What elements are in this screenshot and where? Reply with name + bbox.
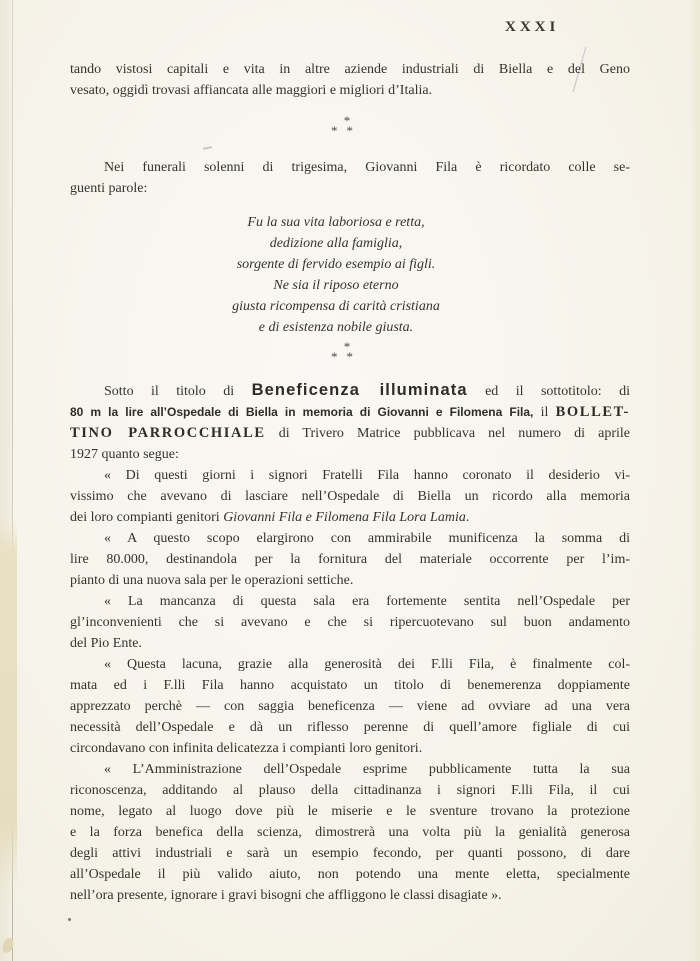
quote-paragraph-amministrazione <box>70 759 630 906</box>
asterisk-icon: * <box>343 339 351 354</box>
text-line <box>70 507 630 528</box>
text-line: 1927 quanto segue: <box>70 447 179 462</box>
text-line: Ne sia il riposo eterno <box>273 278 399 293</box>
bollettino-intro-paragraph <box>70 380 630 465</box>
page-number: XXXI <box>505 19 560 35</box>
text-line: guenti parole: <box>70 181 148 196</box>
text-line: vesato, oggidì trovasi affiancata alle maggiori e migliori d’Italia. <box>70 83 433 98</box>
memorial-verse <box>56 212 616 338</box>
text-line: dedizione alla famiglia, <box>269 236 403 251</box>
text-line: lire 80.000, destinandola per la fornitura del materiale occorrente per l’im- <box>70 552 630 567</box>
text-line: Nei funerali solenni di trigesima, Giovanni Fila è ricordato colle se- <box>104 160 630 175</box>
asterism-icon <box>322 339 362 364</box>
text-line: degli attivi industriali e sarà un esempio fecondo, per quanti possono, di dare <box>70 846 630 861</box>
text-line: necessità dell’Ospedale e dà un riflesso perenne di quell’amore figliale di cui <box>70 720 630 735</box>
asterisk-icon: * <box>331 123 347 138</box>
text-line: vissimo che avevano di lasciare nell’Ospedale di Biella un ricordo alla memoria <box>70 489 630 504</box>
text-line: gl’inconvenienti che si avevano e che si ripercuotevano sul buon andamento <box>70 615 630 630</box>
quote-paragraph-lacuna <box>70 654 630 759</box>
text-line: « Questa lacuna, grazie alla generosità dei F.lli Fila, è finalmente col- <box>104 657 630 672</box>
asterism-divider-2 <box>70 339 630 364</box>
smallcaps-text: BOLLET- <box>555 404 630 420</box>
text-line: riconoscenza, additando al plauso della cittadinanza i signori F.lli Fila, il cui <box>70 783 630 798</box>
asterisk-icon: * <box>346 349 362 364</box>
italic-names-text: Giovanni Fila e Filomena Fila Lora Lamia <box>223 510 466 525</box>
text-line: « La mancanza di questa sala era fortemente sentita nell’Ospedale per <box>104 594 630 609</box>
asterism-divider-1 <box>70 113 630 138</box>
text-segment: ed il sottotitolo: di <box>467 384 630 399</box>
asterisk-icon: * <box>346 123 362 138</box>
bold-subtitle-text: 80 m la lire all’Ospedale di Biella in memoria di Giovanni e Filomena Fila, <box>70 405 534 419</box>
smallcaps-text: TINO PARROCCHIALE <box>70 425 266 441</box>
text-segment: di Trivero Matrice pubblicava nel numero di aprile <box>265 426 630 441</box>
asterisk-icon: * <box>331 349 347 364</box>
text-line: tando vistosi capitali e vita in altre aziende industriali di Biella e del Geno <box>70 62 630 77</box>
text-line: mata ed i F.lli Fila hanno acquistato un titolo di benemerenza doppiamente <box>70 678 630 693</box>
text-line: e di esistenza nobile giusta. <box>258 320 414 335</box>
text-line: all’Ospedale il più valido aiuto, non potendo una mente eletta, specialmente <box>70 867 630 882</box>
text-segment: dei loro compianti genitori <box>70 510 224 525</box>
quote-paragraph-scopo <box>70 528 630 591</box>
asterisk-icon: * <box>343 113 351 128</box>
text-line: del Pio Ente. <box>70 636 142 651</box>
text-line: giusta ricompensa di carità cristiana <box>232 299 440 314</box>
page-right-edge <box>690 0 700 961</box>
text-line: « Di questi giorni i signori Fratelli Fila hanno coronato il desiderio vi- <box>104 468 630 483</box>
quote-paragraph-fratelli <box>70 465 630 528</box>
text-segment: . <box>465 510 470 525</box>
funeral-paragraph <box>70 157 630 199</box>
text-segment: il <box>533 405 556 420</box>
asterism-icon <box>322 113 362 138</box>
text-line: « L’Amministrazione dell’Ospedale esprime pubblicamente tutta la sua <box>104 762 630 777</box>
bollettino-section <box>70 380 630 906</box>
text-line <box>70 380 630 402</box>
text-line <box>70 402 630 423</box>
opening-paragraph <box>70 59 630 101</box>
text-line: apprezzato perchè — con saggia beneficenza — viene ad ovviare ad una vera <box>70 699 630 714</box>
text-line: sorgente di fervido esempio ai figli. <box>236 257 436 272</box>
text-line: Fu la sua vita laboriosa e retta, <box>247 215 425 230</box>
left-edge-tan-patch <box>0 520 17 888</box>
text-line: nell’ora presente, ignorare i gravi bisogni che affliggono le classi disagiate ». <box>70 888 502 903</box>
text-line: « A questo scopo elargirono con ammirabile munificenza la somma di <box>104 531 630 546</box>
bold-title-text: Beneficenza illuminata <box>251 381 468 399</box>
quote-paragraph-mancanza <box>70 591 630 654</box>
text-line: circondavano con infinita delicatezza i compianti loro genitori. <box>70 741 423 756</box>
text-line: e la forza benefica della scienza, dimostrerà una volta più la genialità generosa <box>70 825 630 840</box>
text-segment: Sotto il titolo di <box>104 384 252 399</box>
text-line <box>70 423 630 444</box>
text-line: nome, legato al luogo dove più le miserie e le sventure trovano la protezione <box>70 804 630 819</box>
text-line: pianto di una nuova sala per le operazioni settiche. <box>70 573 354 588</box>
ink-speck <box>68 918 71 921</box>
smudge-artifact <box>203 146 212 150</box>
